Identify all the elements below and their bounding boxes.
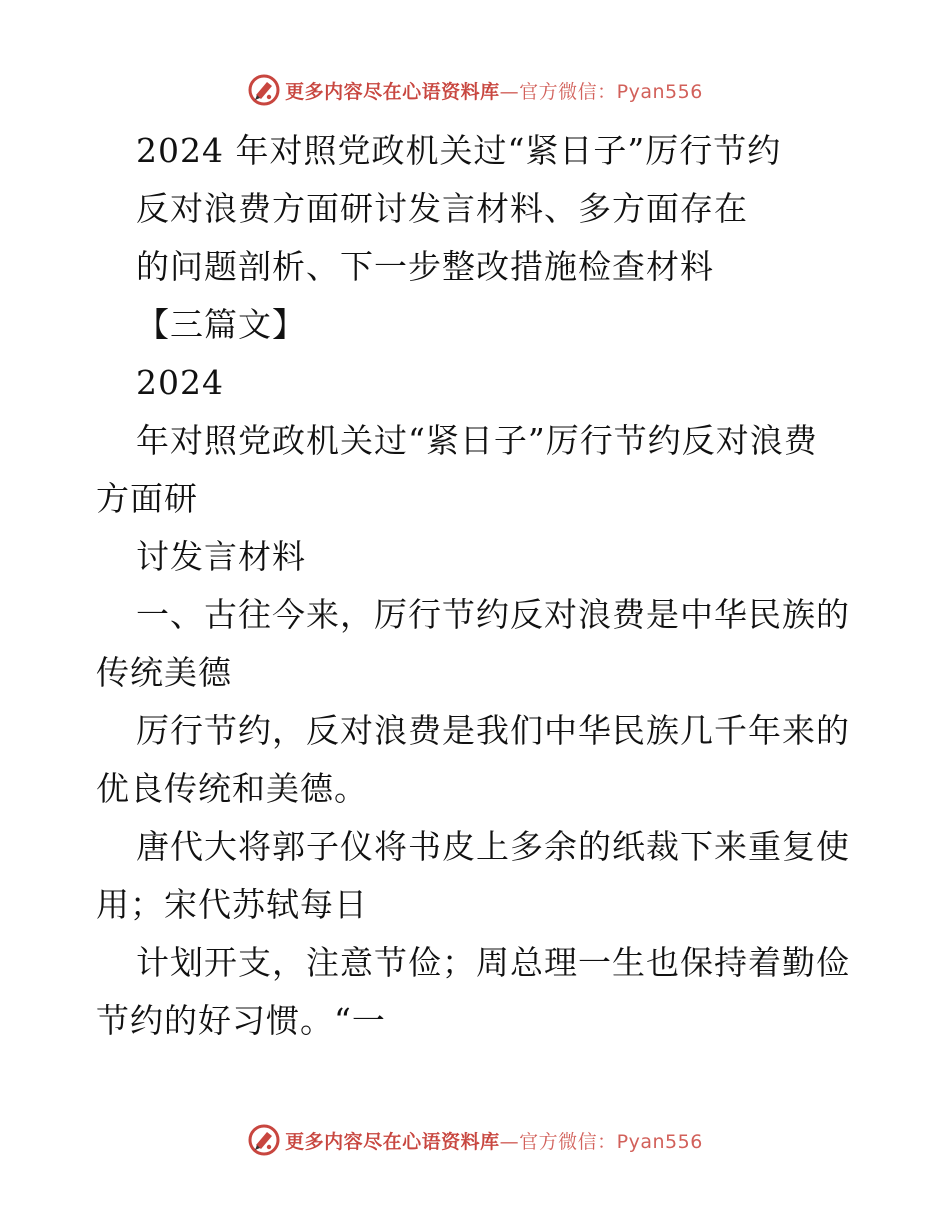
subtitle-line: 方面研 — [96, 479, 198, 518]
title-line: 2024 年对照党政机关过“紧日子”厉行节约 — [136, 131, 782, 170]
section-heading: 传统美德 — [96, 653, 232, 692]
document-body — [96, 122, 856, 1050]
paragraph-line: 用；宋代苏轼每日 — [96, 885, 368, 924]
title-line: 的问题剖析、下一步整改措施检查材料 — [136, 247, 714, 286]
header-watermark — [0, 70, 950, 110]
paragraph-line: 优良传统和美德。 — [96, 769, 368, 808]
paragraph-line: 厉行节约，反对浪费是我们中华民族几千年来的 — [136, 711, 850, 750]
section-heading: 一、古往今来，厉行节约反对浪费是中华民族的 — [136, 595, 850, 634]
paragraph-line: 节约的好习惯。“一 — [96, 1001, 386, 1040]
subtitle-line: 年对照党政机关过“紧日子”厉行节约反对浪费 — [136, 421, 818, 460]
watermark-main-text: 更多内容尽在心语资料库 — [285, 1130, 500, 1153]
watermark-main-text: 更多内容尽在心语资料库 — [285, 80, 500, 103]
subtitle-line: 2024 — [136, 363, 224, 402]
logo-icon — [247, 73, 281, 107]
subtitle-line: 讨发言材料 — [136, 537, 306, 576]
paragraph-line: 唐代大将郭子仪将书皮上多余的纸裁下来重复使 — [136, 827, 850, 866]
paragraph-line: 计划开支，注意节俭；周总理一生也保持着勤俭 — [136, 943, 850, 982]
footer-watermark — [0, 1120, 950, 1160]
title-line: 反对浪费方面研讨发言材料、多方面存在 — [136, 189, 748, 228]
watermark-contact-text: —官方微信：Pyan556 — [499, 80, 703, 103]
title-line: 【三篇文】 — [136, 305, 306, 344]
logo-icon — [247, 1123, 281, 1157]
watermark-contact-text: —官方微信：Pyan556 — [499, 1130, 703, 1153]
